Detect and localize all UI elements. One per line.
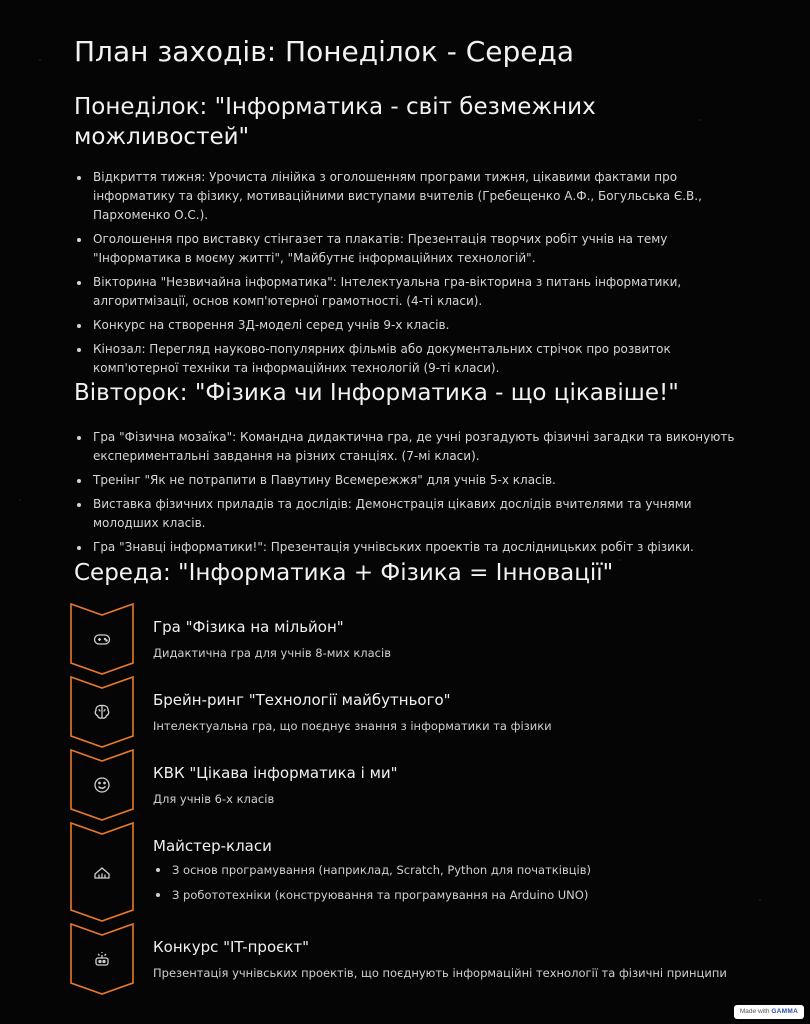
chevron-marker [70, 822, 134, 894]
step-title: Гра "Фізика на мільйон" [153, 618, 344, 636]
list-item: Гра "Знавці інформатики!": Презентація учнівських проектів та дослідницьких робіт з фізики. [74, 538, 746, 557]
list-item: Виставка фізичних приладів та дослідів: Демонстрація цікавих дослідів вчителями та учнями молодших класів. [74, 495, 746, 533]
brain-icon [93, 703, 111, 721]
made-with-gamma-badge[interactable] [734, 1005, 804, 1019]
smiley-icon [93, 776, 111, 794]
wednesday-heading: Середа: "Інформатика + Фізика = Інновації" [74, 560, 614, 586]
list-item: З робототехніки (конструювання та програмування на Arduino UNO) [153, 887, 591, 903]
monday-list [74, 168, 746, 383]
list-item: Тренінг "Як не потрапити в Павутину Всемережжя" для учнів 5-х класів. [74, 471, 746, 490]
chevron-marker [70, 603, 134, 675]
step-title: Майстер-класи [153, 837, 272, 855]
tuesday-list [74, 428, 746, 562]
robot-lamp-icon [93, 950, 111, 968]
gamma-logo: GAMMA [771, 1008, 799, 1015]
tuesday-heading: Вівторок: "Фізика чи Інформатика - що цікавіше!" [74, 380, 679, 406]
badge-prefix: Made with [739, 1008, 770, 1015]
list-item: Кінозал: Перегляд науково-популярних фільмів або документальних стрічок про розвиток комп'ютерної техніки та інформаційних технологій (9-ті класи). [74, 340, 746, 378]
step-description: Для учнів 6-х класів [153, 792, 275, 806]
list-item: З основ програмування (наприклад, Scratch, Python для початківців) [153, 862, 591, 878]
step-title: КВК "Цікава інформатика і ми" [153, 764, 398, 782]
step-description: Дидактична гра для учнів 8-мих класів [153, 646, 391, 660]
list-item: Відкриття тижня: Урочиста лінійка з оголошенням програми тижня, цікавими фактами про інформатику та фізику, мотиваційними виступами вчителів (Гребещенко А.Ф., Богульська Є.В., Пархоменко О.С.). [74, 168, 746, 225]
step-title: Брейн-ринг "Технології майбутнього" [153, 691, 451, 709]
list-item: Гра "Фізична мозаїка": Командна дидактична гра, де учні розгадують фізичні загадки та виконують експериментальні завдання на різних станціях. (7-мі класи). [74, 428, 746, 466]
step-title: Конкурс "IT-проєкт" [153, 938, 310, 956]
page-title: План заходів: Понеділок - Середа [74, 35, 575, 68]
workshop-icon [93, 864, 111, 882]
list-item: Оголошення про виставку стінгазет та плакатів: Презентація творчих робіт учнів на тему "Інформатика в моєму житті", "Майбутнє інформаційних технологій". [74, 230, 746, 268]
step-bullets [153, 862, 591, 912]
chevron-marker [70, 923, 134, 995]
gamepad-icon [93, 630, 111, 648]
step-description: Інтелектуальна гра, що поєднує знання з інформатики та фізики [153, 719, 552, 733]
chevron-marker [70, 676, 134, 748]
step-description: Презентація учнівських проектів, що поєднують інформаційні технології та фізичні принципи [153, 966, 727, 980]
list-item: Конкурс на створення 3Д-моделі серед учнів 9-х класів. [74, 316, 746, 335]
chevron-marker [70, 749, 134, 821]
list-item: Вікторина "Незвичайна інформатика": Інтелектуальна гра-вікторина з питань інформатики, алгоритмізації, основ комп'ютерної грамотності. (4-ті класи). [74, 273, 746, 311]
monday-heading: Понеділок: "Інформатика - світ безмежних можливостей" [74, 94, 596, 150]
